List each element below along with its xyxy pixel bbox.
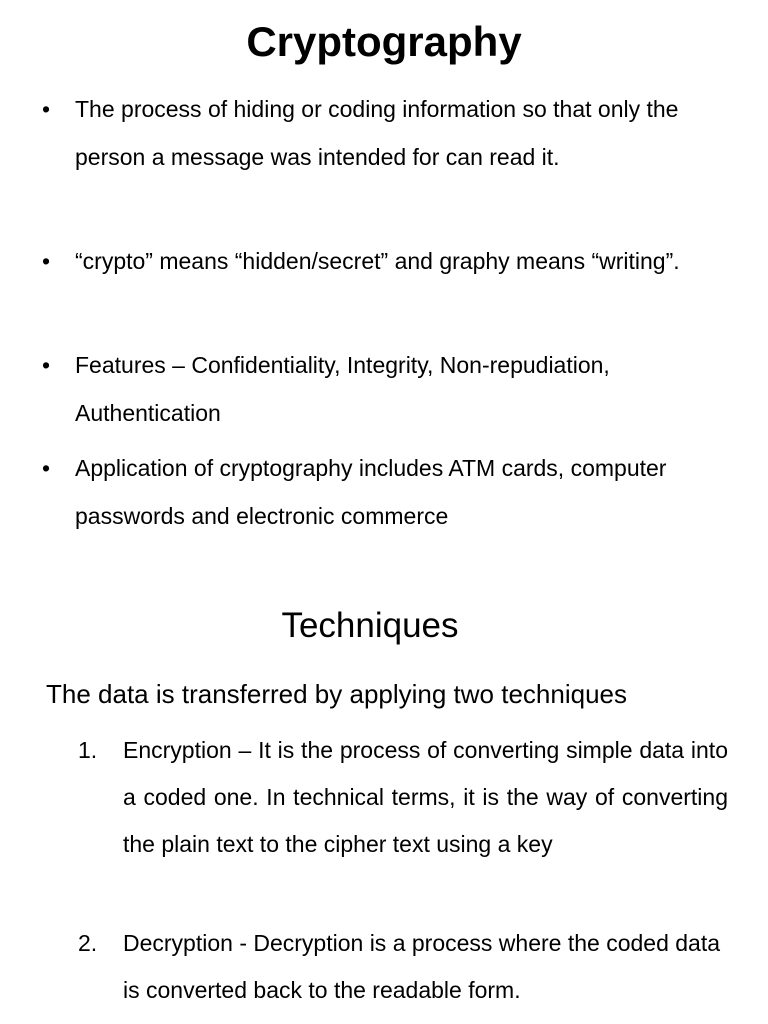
bullet-item-etymology [42, 237, 732, 285]
bullet-marker: • [42, 248, 51, 274]
page-title: Cryptography [246, 18, 522, 65]
bullet-item-applications [42, 444, 732, 540]
item-text: Encryption – It is the process of converting simple data into a coded one. In technical terms, it is the way of converting the plain text to the cipher text using a key [123, 737, 728, 857]
item-number: 2. [78, 930, 98, 956]
numbered-item-encryption [78, 727, 728, 868]
bullet-marker: • [42, 455, 51, 481]
bullet-marker: • [42, 96, 51, 122]
bullet-text: Application of cryptography includes ATM cards, computer passwords and electronic commerce [75, 455, 667, 529]
numbered-item-decryption [78, 920, 728, 1014]
bullet-marker: • [42, 352, 51, 378]
item-number: 1. [78, 737, 98, 763]
bullet-text: The process of hiding or coding information so that only the person a message was intended for can read it. [75, 96, 679, 170]
bullet-item-features [42, 341, 732, 437]
bullet-text: Features – Confidentiality, Integrity, Non-repudiation, Authentication [75, 352, 610, 426]
bullet-item-definition [42, 85, 732, 181]
item-text: Decryption - Decryption is a process where the coded data is converted back to the readable form. [123, 930, 721, 1003]
bullet-text: “crypto” means “hidden/secret” and graphy means “writing”. [75, 248, 680, 274]
techniques-intro: The data is transferred by applying two techniques [46, 679, 628, 709]
section-heading-techniques: Techniques [281, 606, 459, 645]
